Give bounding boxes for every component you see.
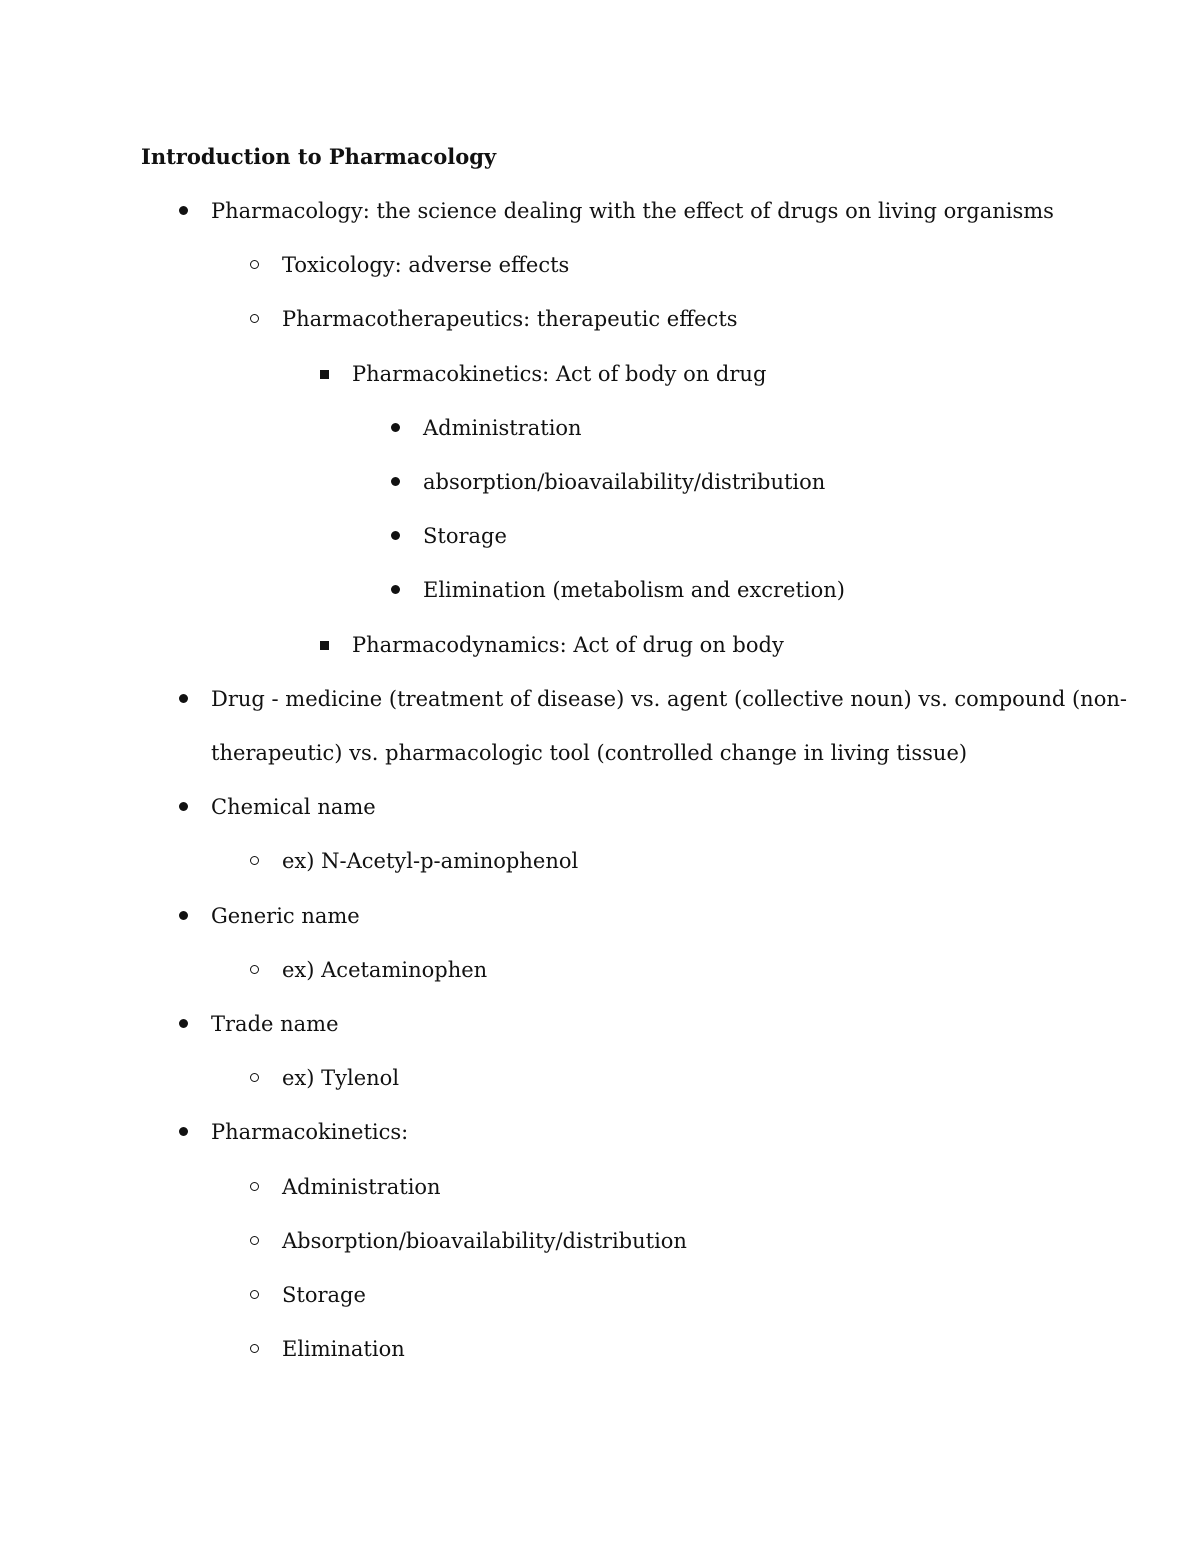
list-item-text: Pharmacokinetics: Act of body on drug bbox=[352, 362, 767, 386]
list-item-text: ex) Acetaminophen bbox=[282, 958, 488, 982]
list-item bbox=[0, 630, 1200, 660]
list-item-text: Chemical name bbox=[211, 795, 376, 819]
list-item-text: Elimination bbox=[282, 1337, 405, 1361]
disc-bullet-icon bbox=[391, 477, 400, 486]
square-bullet-icon bbox=[320, 370, 329, 379]
list-item-text: Storage bbox=[423, 524, 507, 548]
list-item bbox=[0, 196, 1200, 226]
disc-bullet-icon bbox=[391, 531, 400, 540]
list-item-text: Absorption/bioavailability/distribution bbox=[282, 1229, 687, 1253]
list-item bbox=[0, 738, 1200, 768]
list-item bbox=[0, 901, 1200, 931]
circle-bullet-icon bbox=[250, 1344, 259, 1353]
list-item-text: therapeutic) vs. pharmacologic tool (controlled change in living tissue) bbox=[211, 741, 968, 765]
circle-bullet-icon bbox=[250, 856, 259, 865]
list-item-text: Storage bbox=[282, 1283, 366, 1307]
disc-bullet-icon bbox=[179, 1019, 188, 1028]
list-item bbox=[0, 575, 1200, 605]
list-item bbox=[0, 1117, 1200, 1147]
disc-bullet-icon bbox=[179, 694, 188, 703]
list-item bbox=[0, 359, 1200, 389]
circle-bullet-icon bbox=[250, 314, 259, 323]
disc-bullet-icon bbox=[391, 423, 400, 432]
list-item-text: Generic name bbox=[211, 904, 360, 928]
disc-bullet-icon bbox=[179, 911, 188, 920]
list-item bbox=[0, 467, 1200, 497]
list-item-text: Drug - medicine (treatment of disease) vs. agent (collective noun) vs. compound (non- bbox=[211, 687, 1127, 711]
list-item bbox=[0, 684, 1200, 714]
list-item-text: Pharmacotherapeutics: therapeutic effects bbox=[282, 307, 738, 331]
list-item-text: ex) N-Acetyl-p-aminophenol bbox=[282, 849, 579, 873]
list-item bbox=[0, 1009, 1200, 1039]
list-item bbox=[0, 250, 1200, 280]
list-item-text: Administration bbox=[423, 416, 582, 440]
list-item bbox=[0, 413, 1200, 443]
disc-bullet-icon bbox=[391, 585, 400, 594]
disc-bullet-icon bbox=[179, 206, 188, 215]
list-item-text: Trade name bbox=[211, 1012, 339, 1036]
circle-bullet-icon bbox=[250, 260, 259, 269]
circle-bullet-icon bbox=[250, 1073, 259, 1082]
list-item-text: Elimination (metabolism and excretion) bbox=[423, 578, 845, 602]
list-item-text: Pharmacokinetics: bbox=[211, 1120, 409, 1144]
list-item bbox=[0, 1280, 1200, 1310]
list-item-text: Pharmacology: the science dealing with the effect of drugs on living organisms bbox=[211, 199, 1054, 223]
list-item bbox=[0, 955, 1200, 985]
list-item bbox=[0, 1226, 1200, 1256]
disc-bullet-icon bbox=[179, 802, 188, 811]
list-item-text: ex) Tylenol bbox=[282, 1066, 400, 1090]
list-item-text: absorption/bioavailability/distribution bbox=[423, 470, 826, 494]
list-item bbox=[0, 521, 1200, 551]
disc-bullet-icon bbox=[179, 1127, 188, 1136]
square-bullet-icon bbox=[320, 641, 329, 650]
list-item bbox=[0, 1172, 1200, 1202]
list-item bbox=[0, 1334, 1200, 1364]
circle-bullet-icon bbox=[250, 1182, 259, 1191]
list-item bbox=[0, 304, 1200, 334]
circle-bullet-icon bbox=[250, 1236, 259, 1245]
list-item bbox=[0, 792, 1200, 822]
list-item bbox=[0, 1063, 1200, 1093]
circle-bullet-icon bbox=[250, 965, 259, 974]
list-item-text: Toxicology: adverse effects bbox=[282, 253, 570, 277]
list-item-text: Pharmacodynamics: Act of drug on body bbox=[352, 633, 784, 657]
list-item-text: Administration bbox=[282, 1175, 441, 1199]
page-title: Introduction to Pharmacology bbox=[141, 144, 497, 169]
circle-bullet-icon bbox=[250, 1290, 259, 1299]
list-item bbox=[0, 846, 1200, 876]
